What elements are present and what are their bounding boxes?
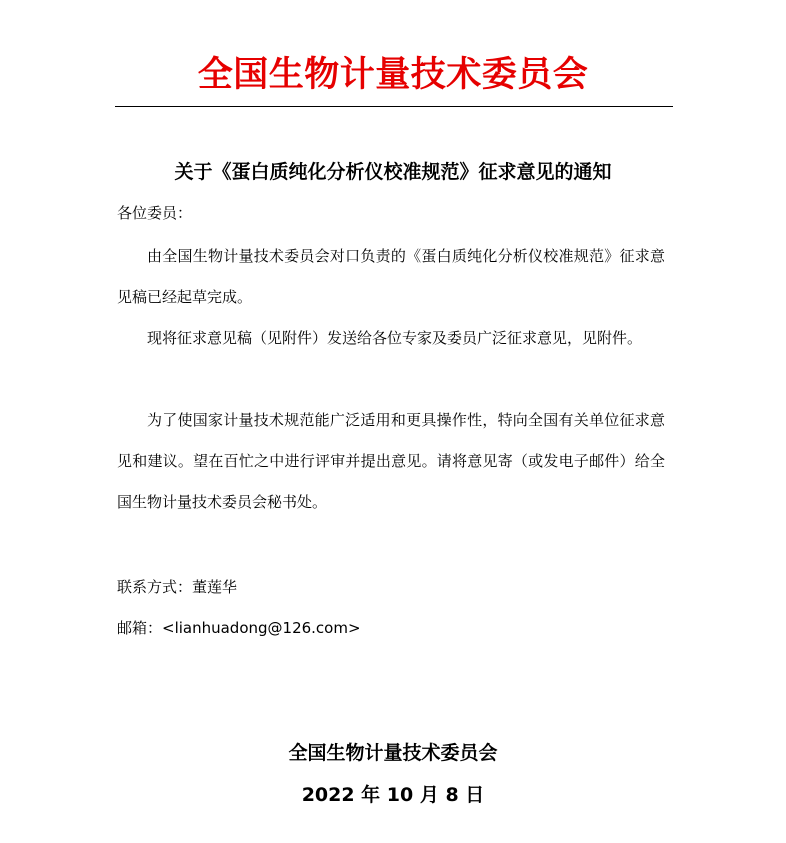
header-title: 全国生物计量技术委员会 [197,55,589,95]
contact-person: 联系方式：董莲华 [117,578,238,596]
contact-email: 邮箱：<lianhuadong@126.com> [117,619,361,637]
footer-organization: 全国生物计量技术委员会 [288,742,498,764]
salutation: 各位委员： [117,204,193,222]
notice-title: 关于《蛋白质纯化分析仪校准规范》征求意见的通知 [174,161,612,183]
header-divider [115,106,673,107]
paragraph-2: 现将征求意见稿（见附件）发送给各位专家及委员广泛征求意见，见附件。 [147,329,643,347]
paragraph-1: 由全国生物计量技术委员会对口负责的《蛋白质纯化分析仪校准规范》征求意见稿已经起草完成。 [117,247,665,306]
footer-date: 2022 年 10 月 8 日 [301,784,485,806]
paragraph-3: 为了使国家计量技术规范能广泛适用和更具操作性，特向全国有关单位征求意见和建议。望在百忙之中进行评审并提出意见。请将意见寄（或发电子邮件）给全国生物计量技术委员会秘书处。 [117,411,665,511]
